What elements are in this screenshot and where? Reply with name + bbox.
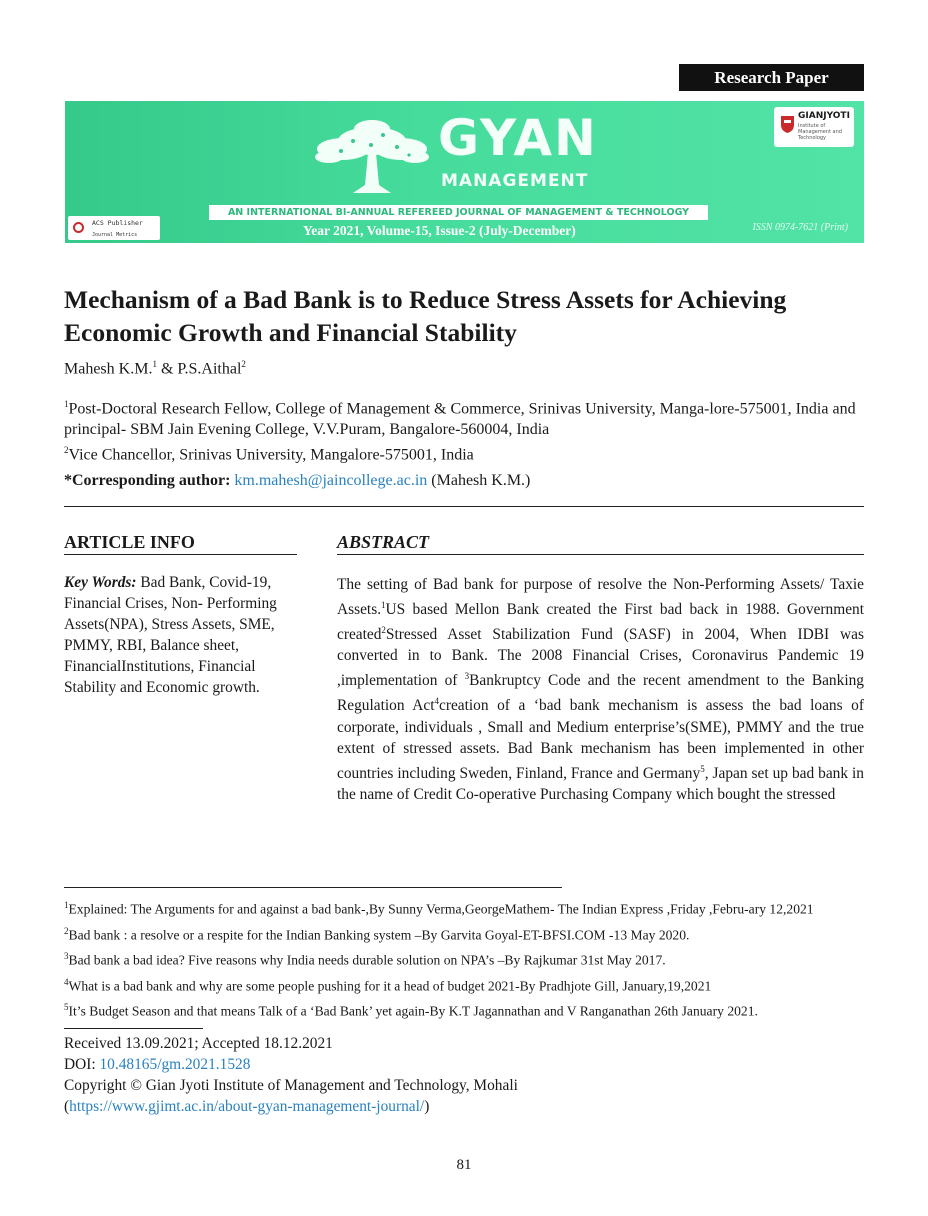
footnote (64, 896, 864, 919)
header-divider (64, 506, 864, 507)
article-info-rule (64, 554, 297, 555)
footnote (64, 947, 864, 970)
footnotes (64, 896, 864, 1024)
author-1-sup: 1 (152, 359, 157, 369)
footnote-number: 2 (64, 925, 69, 936)
abstract-rule (337, 554, 864, 555)
footnote (64, 998, 864, 1021)
affiliation-2-sup: 2 (64, 445, 69, 456)
affiliation-2 (64, 440, 864, 465)
article-info-heading: ARTICLE INFO (64, 532, 195, 552)
corresponding-name: (Mahesh K.M.) (431, 472, 531, 489)
footnote-number: 1 (64, 900, 69, 910)
abstract-text: creation of a ‘bad bank mechanism is assess the bad loans of corporate, individuals , Small and Medium enterprise’s(SME), PMMY and the true extent of stressed assets. Bad Bank mechanism has been implemented in other countries including Sweden, Finland, France and Germany (337, 697, 864, 782)
abstract-text: US based Mellon Bank created the First bad back in 1988. Government created (337, 601, 864, 644)
doi-label: DOI: (64, 1056, 100, 1073)
author-2-sup: 2 (241, 359, 246, 369)
abstract-text: Stressed Asset Stabilization Fund (SASF) in 2004, When IDBI was converted in to Bank. The 2008 Financial Crises, Coronavirus Pandemic 19 ,implementation of (337, 626, 864, 690)
footnote-ref[interactable]: 1 (381, 600, 386, 610)
abstract-text: Bankruptcy Code and the recent amendment to the Banking Regulation Act (337, 672, 864, 715)
url-open: ( (64, 1098, 70, 1115)
article-title: Mechanism of a Bad Bank is to Reduce Stress Assets for Achieving Economic Growth and Financial Stability (64, 285, 787, 347)
doi-link[interactable]: 10.48165/gm.2021.1528 (99, 1056, 251, 1073)
doi-line (64, 1054, 864, 1075)
abstract-body (337, 574, 864, 805)
footnote-number: 5 (64, 1002, 69, 1013)
journal-banner (65, 101, 864, 243)
keywords-text: Bad Bank, Covid-19, Financial Crises, Non- Performing Assets(NPA), Stress Assets, SME, PMMY, RBI, Balance sheet, FinancialInstitutions, Financial Stability and Economic growth. (64, 574, 277, 696)
copyright: Copyright © Gian Jyoti Institute of Management and Technology, Mohali (64, 1077, 518, 1094)
footnote-divider (64, 887, 562, 888)
corresponding-label: *Corresponding author: (64, 472, 231, 489)
corresponding-email-link[interactable]: km.mahesh@jaincollege.ac.in (234, 472, 428, 489)
research-paper-tag: Research Paper (679, 64, 864, 91)
affiliation-2-text: Vice Chancellor, Srinivas University, Mangalore-575001, India (68, 446, 474, 464)
abstract-text: , Japan set up bad bank in the name of Credit Co-operative Purchasing Company which bought the stressed (337, 764, 864, 803)
footnote (64, 973, 864, 996)
affiliation-1-sup: 1 (64, 399, 69, 409)
tree-logo-icon (313, 119, 431, 197)
journal-url-line (64, 1096, 864, 1117)
footnote-ref[interactable]: 5 (700, 763, 705, 774)
author-2: P.S.Aithal (177, 360, 242, 378)
institute-logo-sub: Institute of Management and Technology (798, 123, 842, 141)
journal-subname: MANAGEMENT (441, 171, 589, 191)
publisher-badge (68, 216, 160, 240)
publisher-badge-label: ACS Publisher Journal Metrics (92, 219, 143, 238)
footnote-text: Explained: The Arguments for and against a bad bank-,By Sunny Verma,GeorgeMathem- The Indian Express ,Friday ,Febru-ary 12,2021 (68, 901, 814, 917)
url-close: ) (424, 1098, 430, 1115)
publication-divider (64, 1028, 203, 1029)
abstract-text: The setting of Bad bank for purpose of resolve the Non-Performing Assets/ Taxie Assets. (337, 576, 864, 619)
footnote-number: 3 (64, 951, 69, 962)
issn-text: ISSN 0974-7621 (Print) (752, 222, 848, 233)
shield-icon (780, 114, 795, 134)
corresponding-author (64, 472, 530, 490)
journal-url-link[interactable]: https://www.gjimt.ac.in/about-gyan-management-journal/ (69, 1098, 425, 1115)
author-1: Mahesh K.M. (64, 360, 153, 378)
affiliation-1 (64, 394, 864, 440)
institute-logo (774, 107, 854, 147)
footnote-text: It’s Budget Season and that means Talk of a ‘Bad Bank’ yet again-By K.T Jagannathan and V Ranganathan 26th January 2021. (68, 1003, 758, 1019)
keywords-label: Key Words: (64, 574, 137, 591)
journal-strapline: AN INTERNATIONAL BI-ANNUAL REFEREED JOURNAL OF MANAGEMENT & TECHNOLOGY (209, 205, 708, 220)
institute-logo-name: GIANJYOTI (798, 111, 850, 121)
keywords (64, 572, 296, 698)
publisher-badge-icon (73, 222, 84, 233)
footnote (64, 922, 864, 945)
footnote-ref[interactable]: 2 (381, 625, 386, 636)
journal-name: GYAN (438, 109, 598, 167)
footnote-ref[interactable]: 3 (464, 671, 470, 682)
page-number: 81 (456, 1157, 472, 1173)
authors (64, 359, 246, 378)
abstract-heading: ABSTRACT (337, 532, 430, 552)
footnote-ref[interactable]: 4 (434, 696, 439, 707)
affiliation-1-text: Post-Doctoral Research Fellow, College of Management & Commerce, Srinivas University, Manga-lore-575001, India and principal- SBM Jain Evening College, V.V.Puram, Bangalore-560004, India (64, 400, 856, 439)
author-separator: & (156, 360, 178, 378)
affiliations (64, 394, 864, 466)
received-accepted: Received 13.09.2021; Accepted 18.12.2021 (64, 1035, 333, 1052)
footnote-text: What is a bad bank and why are some people pushing for it a head of budget 2021-By Pradhjote Gill, January,19,2021 (68, 978, 712, 994)
publication-info (64, 1033, 864, 1117)
footnote-text: Bad bank : a resolve or a respite for the Indian Banking system –By Garvita Goyal-ET-BFSI.COM -13 May 2020. (68, 927, 690, 943)
footnote-number: 4 (64, 976, 69, 987)
footnote-text: Bad bank a bad idea? Five reasons why India needs durable solution on NPA’s –By Rajkumar 31st May 2017. (68, 952, 666, 968)
issue-line: Year 2021, Volume-15, Issue-2 (July-December) (303, 223, 576, 238)
